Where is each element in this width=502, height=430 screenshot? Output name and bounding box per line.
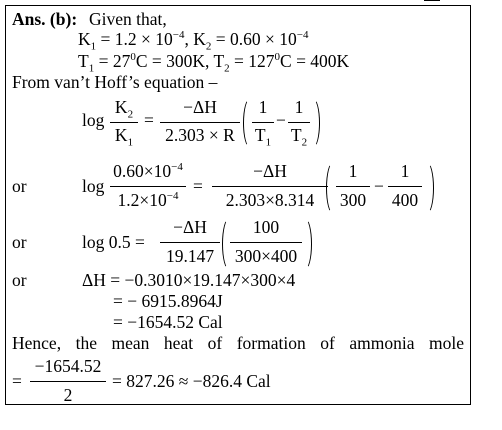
- step3-p-den: 300×400: [234, 246, 298, 266]
- step4-line3: = −1654.52 Cal: [113, 312, 223, 332]
- step3-den: 19.147: [165, 246, 215, 266]
- step2-log: log: [82, 176, 105, 196]
- step2-rhs-num: −ΔH: [253, 161, 287, 181]
- step2-rhs-bar: [212, 186, 328, 187]
- corner-mark: [424, 0, 440, 3]
- final-result: = 827.26 ≈ −826.4 Cal: [112, 371, 271, 391]
- step2-b-bar: [388, 186, 422, 187]
- step3-frac-bar: [160, 242, 220, 243]
- step1-rhs-den: 2.303 × R: [165, 125, 235, 145]
- final-equals: =: [12, 371, 22, 391]
- step3-lhs: log 0.5 =: [82, 232, 145, 252]
- step3-p-num: 100: [252, 217, 280, 237]
- given-line-1: $K_1 = 1.2 \times 10^{-4}$, $K_2 = 0.60 \times 10^{-4}$: [78, 29, 309, 53]
- step2-num: $0.60\times 10^{-4}$: [113, 161, 183, 181]
- equation-intro: From van’t Hoff’s equation –: [12, 72, 218, 92]
- step2-minus: −: [374, 176, 384, 196]
- step1-a-bar: [252, 122, 274, 123]
- step4-prefix: or: [12, 270, 27, 290]
- step1-a-den: $T_1$: [254, 125, 272, 149]
- step1-b-num: 1: [294, 97, 304, 117]
- step2-den: $1.2\times 10^{-4}$: [117, 190, 179, 210]
- step2-equals: =: [193, 176, 203, 196]
- step1-den: $K_1$: [114, 125, 134, 149]
- step2-a-den: 300: [339, 190, 367, 210]
- step2-frac-bar: [110, 186, 186, 187]
- step1-equals: =: [144, 110, 154, 130]
- final-num: −1654.52: [34, 356, 102, 376]
- step2-b-den: 400: [391, 190, 419, 210]
- step3-p-bar: [230, 242, 302, 243]
- step4-line1: ΔH = −0.3010×19.147×300×4: [82, 270, 296, 290]
- step2-prefix: or: [12, 176, 27, 196]
- answer-heading: Ans. (b):: [12, 9, 78, 29]
- step3-prefix: or: [12, 232, 27, 252]
- conclusion-text: Hence, the mean heat of formation of ammonia mole: [12, 333, 464, 353]
- step4-line2: = − 6915.8964J: [113, 291, 223, 311]
- given-intro: Given that,: [89, 9, 167, 29]
- step1-minus: −: [276, 110, 286, 130]
- step2-b-num: 1: [400, 161, 410, 181]
- step1-b-den: $T_2$: [290, 125, 308, 149]
- step1-rhs-num: −ΔH: [183, 97, 217, 117]
- step1-log: log: [82, 110, 105, 130]
- step2-right-paren: [420, 162, 434, 214]
- step1-right-paren: [306, 98, 320, 148]
- given-line-2: $T_1 = 27^0C = 300K$, $T_2 = 127^0C = 400K$: [78, 51, 350, 75]
- step2-a-num: 1: [348, 161, 358, 181]
- step1-num: $K_2$: [114, 97, 134, 121]
- step1-a-num: 1: [258, 97, 268, 117]
- final-den: 2: [63, 385, 73, 405]
- final-frac-bar: [30, 381, 106, 382]
- step1-rhs-bar: [160, 122, 240, 123]
- step1-frac-bar: [110, 122, 138, 123]
- step3-right-paren: [298, 218, 312, 270]
- step2-rhs-den: 2.303×8.314: [225, 190, 315, 210]
- step3-num: −ΔH: [173, 217, 207, 237]
- step2-a-bar: [336, 186, 370, 187]
